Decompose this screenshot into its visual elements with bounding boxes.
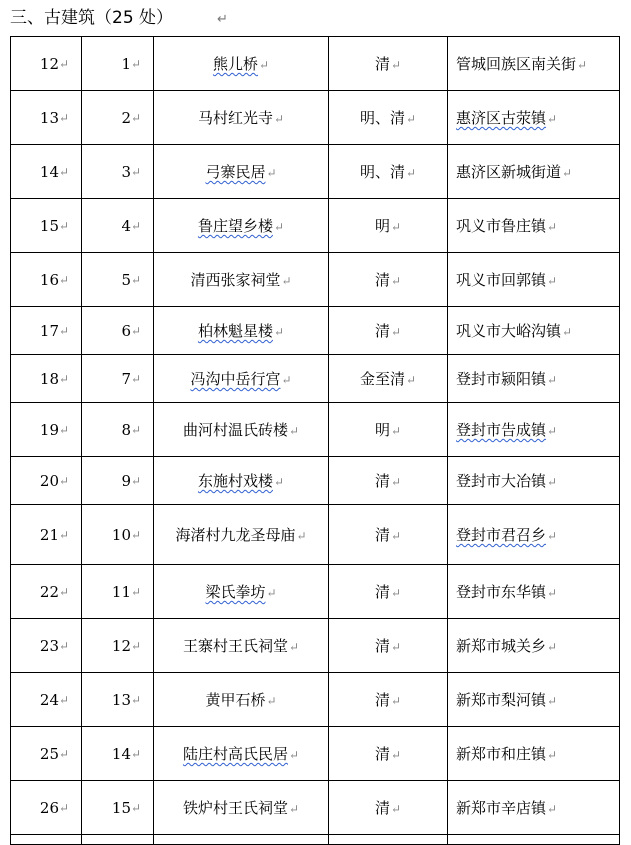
paragraph-mark: ↵ [58,323,69,338]
location-cell [448,781,620,835]
era-cell-text: 清 [374,322,390,340]
overall-number-cell-text: 14 [39,162,59,181]
site-name-cell [154,199,329,253]
overall-number-cell [11,505,82,565]
overall-number-cell [11,673,82,727]
paragraph-mark: ↵ [390,220,402,234]
category-number-cell-text: 8 [121,420,131,439]
location-cell [448,565,620,619]
paragraph-mark: ↵ [390,640,402,654]
category-number-cell [82,91,154,145]
table-row [11,145,620,199]
category-number-cell [82,619,154,673]
category-number-cell [82,727,154,781]
site-name-cell [154,727,329,781]
era-cell-text: 清 [374,745,390,763]
site-name-cell-text: 海渚村九龙圣母庙 [175,526,296,544]
category-number-cell-text: 7 [121,369,131,388]
overall-number-cell [11,457,82,505]
paragraph-mark: ↵ [58,584,69,599]
era-cell [329,37,448,91]
paragraph-mark: ↵ [130,584,141,599]
location-cell [448,307,620,355]
paragraph-mark: ↵ [547,220,558,234]
overall-number-cell-text: 20 [39,471,59,490]
paragraph-mark: ↵ [58,473,69,488]
location-cell [448,37,620,91]
paragraph-mark: ↵ [547,274,558,288]
table-row [11,91,620,145]
table-row [11,307,620,355]
location-cell [448,457,620,505]
category-number-cell-text: 4 [121,216,131,235]
era-cell [329,457,448,505]
location-cell [448,403,620,457]
location-cell [448,673,620,727]
era-cell-text: 清 [374,472,390,490]
paragraph-mark: ↵ [266,166,277,180]
paragraph-mark: ↵ [405,373,417,387]
paragraph-mark: ↵ [130,323,141,338]
category-number-cell-text: 2 [121,108,131,127]
category-number-cell-text: 11 [111,582,131,601]
table-row [11,199,620,253]
paragraph-mark: ↵ [405,166,417,180]
location-cell-text: 管城回族区南关街 [456,55,577,73]
paragraph-mark: ↵ [130,692,141,707]
paragraph-mark: ↵ [58,692,69,707]
overall-number-cell [11,145,82,199]
era-cell [329,355,448,403]
table-row [11,619,620,673]
era-cell [329,619,448,673]
overall-number-cell-text: 12 [39,54,59,73]
paragraph-mark: ↵ [547,586,558,600]
site-name-cell [154,565,329,619]
paragraph-mark: ↵ [390,475,402,489]
era-cell-text: 金至清 [359,370,405,388]
paragraph-mark: ↵ [390,424,402,438]
paragraph-mark: ↵ [130,110,141,125]
overall-number-cell [11,307,82,355]
category-number-cell-text: 14 [111,744,131,763]
paragraph-mark: ↵ [130,473,141,488]
empty-cell [329,835,448,845]
paragraph-mark: ↵ [547,475,558,489]
paragraph-mark: ↵ [547,424,558,438]
location-cell [448,253,620,307]
overall-number-cell-text: 23 [39,636,59,655]
overall-number-cell [11,727,82,781]
era-cell-text: 明、清 [359,163,405,181]
site-name-cell [154,781,329,835]
paragraph-mark: ↵ [58,164,69,179]
site-name-cell-text: 铁炉村王氏祠堂 [182,799,288,817]
table-row [11,457,620,505]
category-number-cell-text: 6 [121,321,131,340]
era-cell-text: 清 [374,799,390,817]
paragraph-mark: ↵ [58,110,69,125]
era-cell [329,145,448,199]
category-number-cell [82,37,154,91]
paragraph-mark: ↵ [390,274,402,288]
empty-cell [448,835,620,845]
paragraph-mark: ↵ [58,638,69,653]
paragraph-mark: ↵ [130,56,141,71]
table-row [11,727,620,781]
overall-number-cell [11,565,82,619]
site-name-cell [154,673,329,727]
overall-number-cell-text: 22 [39,582,59,601]
overall-number-cell-text: 24 [39,690,59,709]
table-row [11,505,620,565]
overall-number-cell [11,619,82,673]
era-cell-text: 清 [374,583,390,601]
paragraph-mark: ↵ [273,112,285,126]
category-number-cell [82,403,154,457]
overall-number-cell-text: 13 [39,108,59,127]
paragraph-mark: ↵ [547,112,558,126]
paragraph-mark: ↵ [288,802,300,816]
paragraph-mark: ↵ [58,746,69,761]
overall-number-cell-text: 16 [39,270,59,289]
category-number-cell-text: 5 [121,270,131,289]
site-name-cell [154,505,329,565]
category-number-cell [82,355,154,403]
category-number-cell-text: 12 [111,636,131,655]
table-row [11,403,620,457]
location-cell-text: 巩义市鲁庄镇 [456,217,547,235]
era-cell [329,91,448,145]
location-cell-text: 新郑市城关乡 [456,637,547,655]
empty-cell [154,835,329,845]
paragraph-mark: ↵ [390,748,402,762]
section-title: 三、古建筑（25 处） [10,8,174,28]
location-cell-text: 新郑市和庄镇 [456,745,547,763]
site-name-cell [154,355,329,403]
location-cell [448,91,620,145]
overall-number-cell-text: 17 [39,321,59,340]
site-name-cell-text: 曲河村温氏砖楼 [182,421,288,439]
paragraph-mark: ↵ [130,800,141,815]
site-name-cell-text: 马村红光寺 [197,109,273,127]
overall-number-cell-text: 15 [39,216,59,235]
paragraph-mark: ↵ [130,746,141,761]
category-number-cell [82,673,154,727]
category-number-cell [82,565,154,619]
paragraph-mark: ↵ [390,529,402,543]
paragraph-mark: ↵ [390,325,402,339]
era-cell-text: 清 [374,55,390,73]
era-cell [329,253,448,307]
paragraph-mark: ↵ [273,475,285,489]
category-number-cell [82,781,154,835]
site-name-cell-text: 柏林魁星楼 [197,322,273,340]
overall-number-cell [11,781,82,835]
paragraph-mark: ↵ [130,527,141,542]
era-cell-text: 明 [374,217,390,235]
site-name-cell-text: 东施村戏楼 [197,472,273,490]
location-cell-text: 登封市大冶镇 [456,472,547,490]
paragraph-mark: ↵ [562,325,573,339]
category-number-cell [82,307,154,355]
era-cell-text: 清 [374,526,390,544]
location-cell-text: 登封市告成镇 [456,421,547,439]
era-cell-text: 清 [374,691,390,709]
paragraph-mark: ↵ [58,800,69,815]
table-body [11,37,620,845]
site-name-cell-text: 黄甲石桥 [205,691,266,709]
paragraph-mark: ↵ [390,802,402,816]
paragraph-mark: ↵ [547,373,558,387]
overall-number-cell-text: 26 [39,798,59,817]
paragraph-mark: ↵ [58,272,69,287]
location-cell [448,355,620,403]
era-cell-text: 明 [374,421,390,439]
site-name-cell-text: 梁氏拳坊 [205,583,266,601]
paragraph-mark: ↵ [296,529,307,543]
paragraph-mark: ↵ [130,371,141,386]
location-cell-text: 登封市君召乡 [456,526,547,544]
table-row [11,781,620,835]
section-heading [10,3,228,28]
overall-number-cell-text: 19 [39,420,59,439]
era-cell [329,505,448,565]
location-cell-text: 巩义市回郭镇 [456,271,547,289]
site-name-cell-text: 熊儿桥 [212,55,258,73]
category-number-cell-text: 10 [111,525,131,544]
paragraph-mark: ↵ [281,373,292,387]
category-number-cell-text: 1 [121,54,131,73]
paragraph-mark: ↵ [266,694,277,708]
location-cell [448,199,620,253]
site-name-cell-text: 冯沟中岳行宫 [190,370,281,388]
paragraph-mark: ↵ [273,220,285,234]
empty-cell [82,835,154,845]
site-name-cell-text: 清西张家祠堂 [190,271,281,289]
era-cell-text: 清 [374,637,390,655]
site-name-cell-text: 王寨村王氏祠堂 [182,637,288,655]
paragraph-mark: ↵ [288,640,300,654]
era-cell [329,781,448,835]
category-number-cell-text: 15 [111,798,131,817]
table-row [11,673,620,727]
paragraph-mark: ↵ [130,272,141,287]
overall-number-cell-text: 21 [39,525,59,544]
paragraph-mark: ↵ [562,166,573,180]
paragraph-mark: ↵ [266,586,277,600]
era-cell [329,727,448,781]
site-name-cell [154,307,329,355]
table-row [11,253,620,307]
paragraph-mark: ↵ [547,802,558,816]
paragraph-mark: ↵ [130,218,141,233]
category-number-cell [82,199,154,253]
paragraph-mark: ↵ [288,424,300,438]
location-cell-text: 登封市东华镇 [456,583,547,601]
category-number-cell-text: 9 [121,471,131,490]
table-row-partial [11,835,620,845]
overall-number-cell [11,199,82,253]
site-name-cell-text: 弓寨民居 [205,163,266,181]
paragraph-mark: ↵ [130,164,141,179]
paragraph-mark: ↵ [58,527,69,542]
paragraph-mark: ↵ [547,529,558,543]
location-cell-text: 登封市颍阳镇 [456,370,547,388]
location-cell-text: 惠济区古荥镇 [456,109,547,127]
location-cell [448,619,620,673]
paragraph-mark: ↵ [58,371,69,386]
table-row [11,355,620,403]
paragraph-mark: ↵ [258,58,270,72]
location-cell-text: 新郑市辛店镇 [456,799,547,817]
location-cell [448,505,620,565]
location-cell-text: 新郑市梨河镇 [456,691,547,709]
era-cell-text: 清 [374,271,390,289]
category-number-cell [82,145,154,199]
paragraph-mark: ↵ [58,56,69,71]
paragraph-mark: ↵ [58,218,69,233]
era-cell [329,673,448,727]
paragraph-mark: ↵ [217,12,228,27]
overall-number-cell [11,91,82,145]
era-cell [329,403,448,457]
category-number-cell-text: 13 [111,690,131,709]
table-row [11,565,620,619]
paragraph-mark: ↵ [577,58,588,72]
paragraph-mark: ↵ [547,640,558,654]
location-cell-text: 巩义市大峪沟镇 [456,322,562,340]
paragraph-mark: ↵ [390,58,402,72]
paragraph-mark: ↵ [130,422,141,437]
empty-cell [11,835,82,845]
site-name-cell [154,619,329,673]
era-cell [329,199,448,253]
overall-number-cell-text: 18 [39,369,59,388]
location-cell [448,145,620,199]
category-number-cell [82,253,154,307]
paragraph-mark: ↵ [281,274,292,288]
category-number-cell [82,457,154,505]
category-number-cell [82,505,154,565]
overall-number-cell [11,253,82,307]
site-name-cell [154,37,329,91]
era-cell [329,565,448,619]
overall-number-cell [11,37,82,91]
ancient-buildings-table [10,36,620,845]
site-name-cell [154,253,329,307]
paragraph-mark: ↵ [547,694,558,708]
era-cell-text: 明、清 [359,109,405,127]
era-cell [329,307,448,355]
site-name-cell [154,145,329,199]
overall-number-cell-text: 25 [39,744,59,763]
site-name-cell [154,403,329,457]
paragraph-mark: ↵ [273,325,285,339]
site-name-cell-text: 陆庄村高氏民居 [182,745,288,763]
paragraph-mark: ↵ [288,748,300,762]
category-number-cell-text: 3 [121,162,131,181]
paragraph-mark: ↵ [405,112,417,126]
paragraph-mark: ↵ [390,586,402,600]
overall-number-cell [11,355,82,403]
paragraph-mark: ↵ [547,748,558,762]
location-cell [448,727,620,781]
overall-number-cell [11,403,82,457]
location-cell-text: 惠济区新城街道 [456,163,562,181]
paragraph-mark: ↵ [130,638,141,653]
site-name-cell [154,457,329,505]
site-name-cell-text: 鲁庄望乡楼 [197,217,273,235]
table-row [11,37,620,91]
paragraph-mark: ↵ [58,422,69,437]
paragraph-mark: ↵ [390,694,402,708]
site-name-cell [154,91,329,145]
